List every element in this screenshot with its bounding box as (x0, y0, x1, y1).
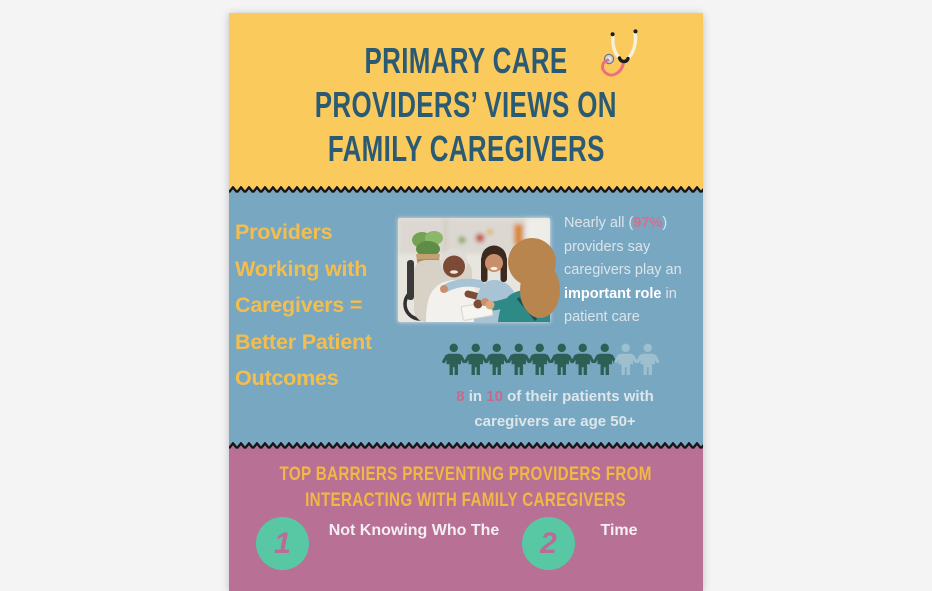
person-icon (572, 343, 594, 376)
header-section (229, 13, 703, 186)
barriers-section (229, 451, 703, 591)
title-line-1: PRIMARY CARE (364, 40, 568, 81)
stat-prefix: Nearly all ( (564, 215, 634, 231)
stat-suffix: in patient care (564, 285, 677, 325)
zigzag-divider-bottom (229, 442, 703, 451)
ratio-mid: in (464, 388, 487, 405)
stat-middle: ) providers say caregivers play an (564, 215, 682, 278)
ratio-rest: of their patients with caregivers are age 50+ (474, 388, 654, 430)
barriers-title-line-2: INTERACTING WITH FAMILY CAREGIVERS (305, 490, 627, 511)
person-icon (508, 343, 530, 376)
person-icon-muted (637, 343, 659, 376)
barrier-1-number: 1 (274, 526, 291, 560)
person-icon-muted (615, 343, 637, 376)
barriers-title (229, 451, 703, 514)
person-icon (594, 343, 616, 376)
outcomes-heading-line: Caregivers = (235, 293, 363, 317)
infographic-poster (229, 13, 703, 591)
person-icon (465, 343, 487, 376)
zigzag-divider-top (229, 186, 703, 195)
outcomes-heading-line: Outcomes (235, 366, 339, 390)
person-icon (529, 343, 551, 376)
outcomes-heading-line: Working with (235, 256, 368, 281)
title-line-3: FAMILY CAREGIVERS (327, 128, 605, 169)
ratio-caption (441, 384, 669, 434)
title-line-2: PROVIDERS’ VIEWS ON (314, 84, 618, 125)
person-icon (551, 343, 573, 376)
barrier-1-badge (256, 517, 309, 570)
barrier-2-number: 2 (540, 526, 557, 560)
barrier-1-label: Not Knowing Who The (328, 522, 500, 539)
outcomes-heading-line: Better Patient (235, 329, 372, 354)
stat-text (564, 212, 706, 330)
person-icon (486, 343, 508, 376)
barrier-2-badge (522, 517, 575, 570)
ratio-num2: 10 (486, 388, 503, 405)
barriers-title-line-1: TOP BARRIERS PREVENTING PROVIDERS FROM (279, 464, 653, 485)
outcomes-section (229, 195, 703, 442)
person-icon (443, 343, 465, 376)
stat-value: 97% (633, 215, 663, 231)
outcomes-heading (235, 214, 415, 397)
ratio-num1: 8 (456, 388, 465, 405)
caregivers-photo (398, 218, 550, 322)
barrier-2-label: Time (600, 522, 638, 539)
stethoscope-icon (599, 29, 649, 85)
people-pictogram (443, 343, 658, 376)
stat-bold: important role (564, 285, 662, 302)
outcomes-heading-line: Providers (235, 220, 333, 244)
